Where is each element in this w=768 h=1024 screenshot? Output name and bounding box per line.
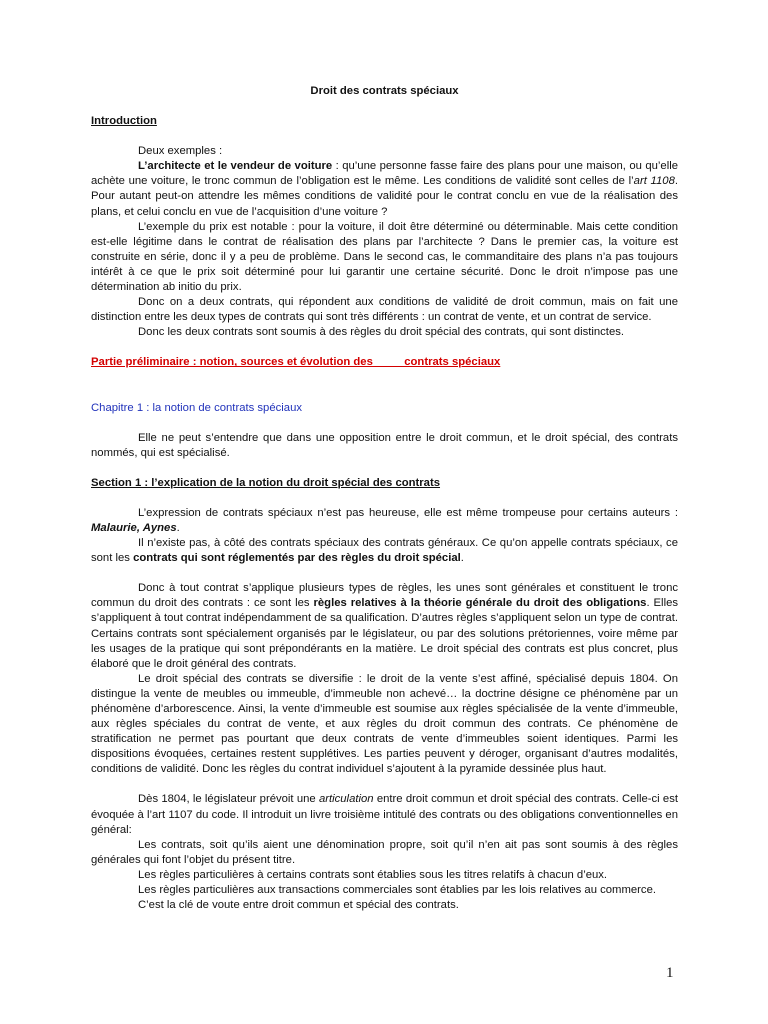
para-11: Les contrats, soit qu’ils aient une dénomination propre, soit qu’il n’en ait pas sont soumis à des règles générales qui font l’objet du présent titre. — [91, 838, 678, 866]
para-14: C’est la clé de voute entre droit commun et spécial des contrats. — [138, 899, 459, 912]
para-9: Le droit spécial des contrats se diversifie : le droit de la vente s’est affiné, spécialisé depuis 1804. On distingue la vente de meubles ou immeuble, d’immeuble non achevé… la doctrine désigne ce phénomène par un phénomène d’arborescence. Ainsi, la vente d’immeuble est soumise aux règles spécialisée de la vente d’immeuble, aux règles spéciales du contrat de vente, et aux règles du droit commun des contrats. Ce phénomène de stratification ne permet pas pourtant que deux contrats de vente d’immeubles soient identiques. Parmi les dispositions évoquées, certaines restent supplétives. Les parties peuvent y déroger, organisant d’autres modalités, conditions de validité. Donc les règles du contrat individuel s’ajoutent à la pyramide dessinée plus haut. — [91, 672, 678, 776]
doc-title: Droit des contrats spéciaux — [310, 85, 459, 97]
para-10: Dès 1804, le législateur prévoit une articulation entre droit commun et droit spécial des contrats. Celle-ci est évoquée à l’art 1107 du code. Il introduit un livre troisième intitulé des contrats ou des obligations conventionnelles en général: — [91, 793, 679, 836]
para-1: L’architecte et le vendeur de voiture : qu’une personne fasse faire des plans pour une maison, ou qu’elle achète une voiture, le tronc commun de l’obligation est le même. Les conditions de validité sont celles de l’art 1108. Pour autant peut-on attendre les mêmes conditions de validité pour le contrat conclu en vue de la réalisation des plans, et celui conclu en vue de l’acquisition d’une voiture ? — [91, 160, 678, 218]
intro-heading: Introduction — [91, 115, 157, 128]
intro-lead: Deux exemples : — [138, 145, 223, 158]
para-4: Donc les deux contrats sont soumis à des règles du droit spécial des contrats, qui sont distinctes. — [138, 326, 625, 339]
para-7: Il n’existe pas, à côté des contrats spéciaux des contrats généraux. Ce qu’on appelle contrats spéciaux, ce sont les contrats qui sont réglementés par des règles du droit spécial. — [91, 537, 678, 565]
para-8: Donc à tout contrat s’applique plusieurs types de règles, les unes sont générales et constituent le tronc commun du droit des contrats : ce sont les règles relatives à la théorie générale du droit des obligations. Elles s’appliquent à tout contrat indépendamment de sa qualification. D’autres règles s’appliquent selon un type de contrat. Certains contrats sont spécialement organisés par le législateur, ou par des solutions prétoriennes, voire même par les usages de la pratique qui sont prépondérants en la matière. Le droit spécial des contrats est plus concret, plus élaboré que le droit général des contrats. — [91, 582, 679, 670]
para-6: L’expression de contrats spéciaux n’est pas heureuse, elle est même trompeuse pour certains auteurs : Malaurie, Aynes. — [91, 506, 678, 534]
part-heading: Partie préliminaire : notion, sources et évolution des contrats spéciaux — [91, 356, 501, 369]
section-heading: Section 1 : l’explication de la notion du droit spécial des contrats — [91, 476, 441, 489]
para-12: Les règles particulières à certains contrats sont établies sous les titres relatifs à chacun d’eux. — [138, 868, 608, 881]
chapter-heading: Chapitre 1 : la notion de contrats spéciaux — [91, 401, 303, 414]
para-13: Les règles particulières aux transactions commerciales sont établies par les lois relatives au commerce. — [138, 884, 656, 897]
para-2: L’exemple du prix est notable : pour la voiture, il doit être déterminé ou déterminable. Mais cette condition est-elle légitime dans le contrat de réalisation des plans par l’architecte ? Dans le premier cas, la voiture est construite en série, donc il y a peu de problème. Dans le second cas, le commanditaire des plans n’a pas toujours intérêt à ce que le prix soit déterminé pour lui garantir une certaine sécurité. Donc le droit n’impose pas une détermination ab initio du prix. — [91, 220, 678, 294]
document-page — [91, 84, 678, 913]
para-5: Elle ne peut s’entendre que dans une opposition entre le droit commun, et le droit spécial, des contrats nommés, qui est spécialisé. — [91, 431, 678, 459]
para-3: Donc on a deux contrats, qui répondent aux conditions de validité de droit commun, mais on fait une distinction entre les deux types de contrats qui sont très différents : un contrat de vente, et un contrat de service. — [91, 296, 678, 324]
page-number: 1 — [666, 965, 674, 981]
